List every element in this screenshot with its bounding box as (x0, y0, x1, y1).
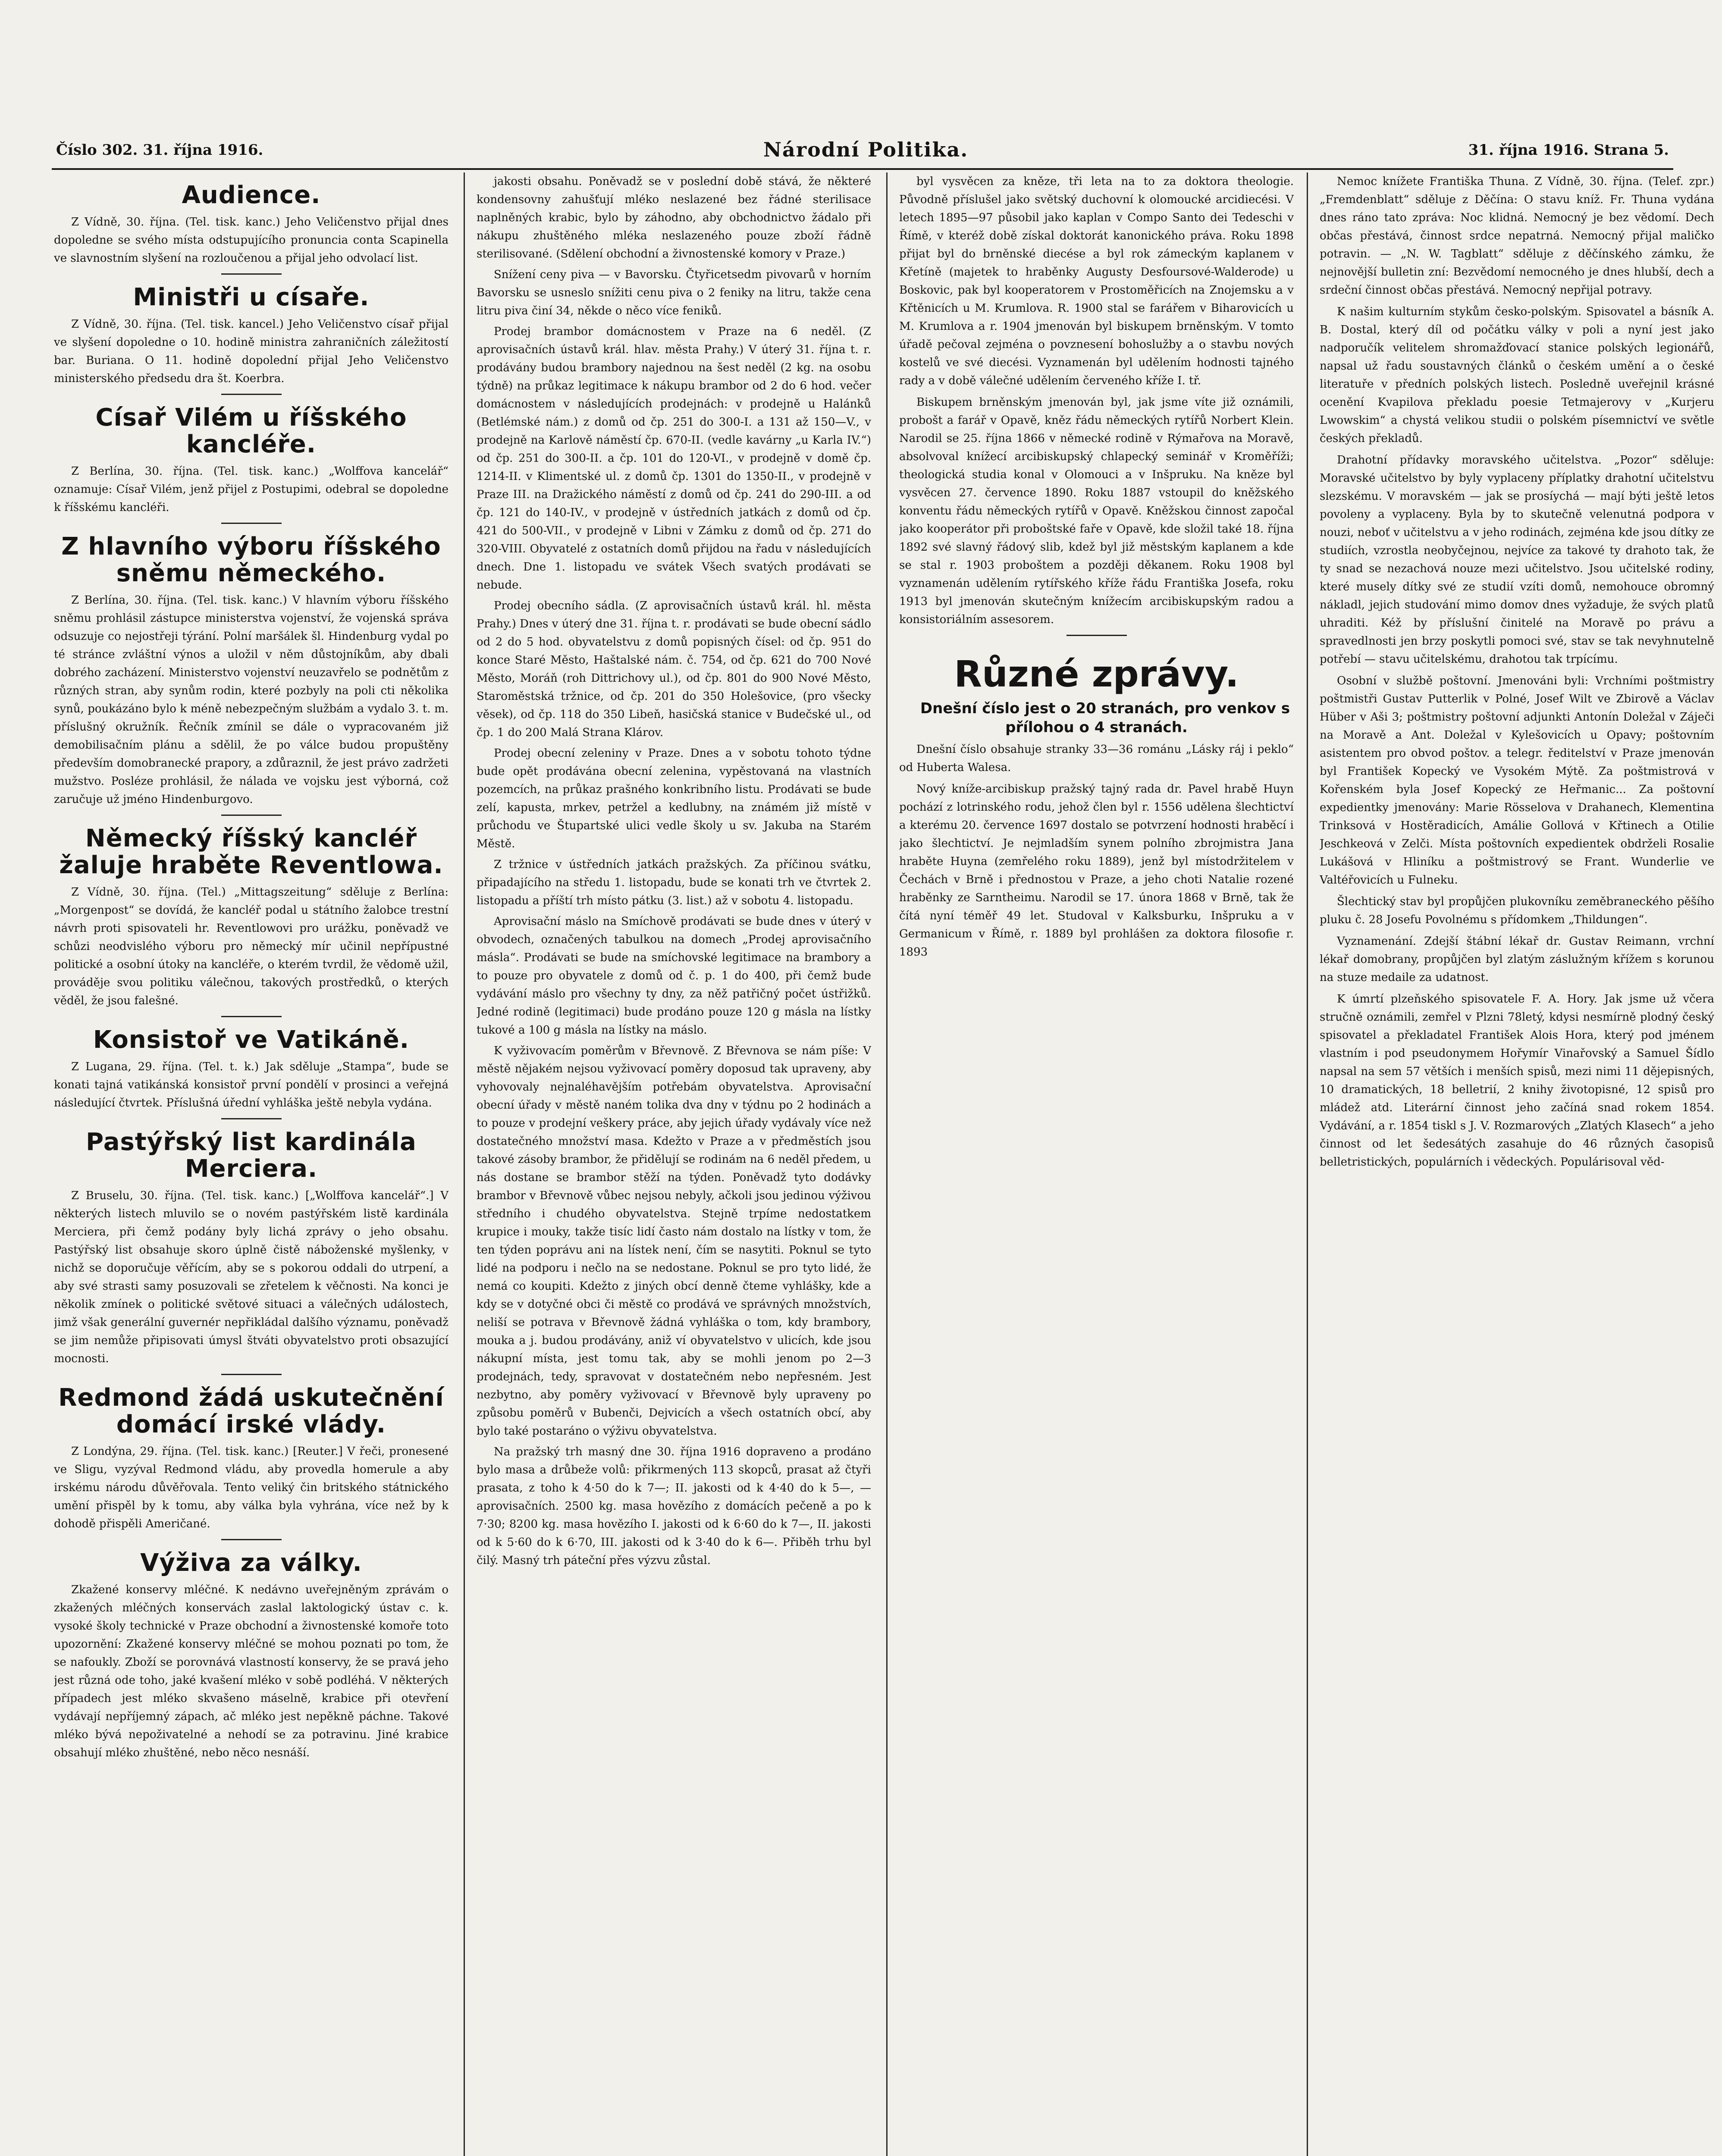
article-title: Z hlavního výboru říšského sněmu německého. (61, 533, 441, 587)
article-title: Redmond žádá uskutečnění domácí irské vlády. (58, 1384, 444, 1438)
column-4 (1320, 172, 1714, 2156)
article-text: Z Vídně, 30. října. (Tel. tisk. kancel.) Jeho Veličenstvo císař přijal ve slyšení dopoledne o 10. hodině ministra zahraničních záležitostí bar. Buriana. O 11. hodině dopolední přijal Jeho Veličenstvo ministerského předsedu dra št. Koerbra. (54, 318, 449, 385)
article-reventlow (54, 825, 449, 1010)
article-text: Z Vídně, 30. října. (Tel.) „Mittagszeitung“ sděluje z Berlína: „Morgenpost“ se dovídá, že kancléř podal u státního žalobce trestní návrh proti spisovateli hr. Reventlowovi pro urážku, poněvadž ve schůzi neodvislého výboru pro německý mír učinil nepřípustné politické a osobní útoky na kancléře, o kterém tvrdil, že vědomě užil, prováděje svou politiku válečnou, takových prostředků, o kterých věděl, že jsou falešné. (54, 886, 449, 1007)
article-text: Z Lugana, 29. října. (Tel. t. k.) Jak sděluje „Stampa“, bude se konati tajná vatikánská konsistoř první pondělí v prosinci a veřejná následující čtvrtek. Příslušná úřední vyhláška ještě nebyla vydána. (54, 1060, 449, 1109)
divider (221, 523, 282, 524)
column-rule (464, 172, 465, 2156)
article-title: Konsistoř ve Vatikáně. (93, 1026, 410, 1054)
paragraph: Prodej obecního sádla. (Z aprovisačních ústavů král. hl. města Prahy.) Dnes v úterý dne 31. října t. r. prodávati se bude obecní sádlo od 2 do 5 hod. obyvatelstvu z domů popisných čísel: od čp. 951 do konce Staré Město, Haštalské nám. č. 754, od čp. 621 do 700 Nové Město, Moráň (roh Dittrichovy ul.), od čp. 801 do 900 Nové Město, Staroměstská tržnice, od čp. 201 do 350 Holešovice, (pro všecky věsek), od čp. 118 do 350 Libeň, hasičská stanice v Budečské ul., od čp. 1 do 200 Malá Strana Klárov. (477, 599, 871, 739)
paragraph: Biskupem brněnským jmenován byl, jak jsme víte již oznámili, probošt a farář v Opavě, kněz řádu německých rytířů Norbert Klein. Narodil se 25. října 1866 v německé rodině v Rýmařova na Moravě, absolvoval knížecí arcibiskupský chlapecký seminář v Kroměříži; theologická studia konal v Olomouci a v Inšpruku. Na kněze byl vysvěcen 27. července 1890. Roku 1887 vstoupil do kněžského konventu řádu německých rytířů v Opavě. Kněžskou činnost započal jako kooperátor při proboštské faře v Opavě, kde složil také 18. října 1892 své slavný řádový slib, kdež byl již městským kaplanem a kde se stal r. 1903 proboštem a později děkanem. Roku 1908 byl vyznamenán udělením rytířského kříže řádu Františka Josefa, roku 1913 byl jmenován skutečným knížecím arcibiskupským radou a konsistoriálním assesorem. (899, 396, 1294, 626)
article-text: Z Vídně, 30. října. (Tel. tisk. kanc.) Jeho Veličenstvo přijal dnes dopoledne se svého místa odstupujícího pronuncia conta Scapinella ve slavnostním slyšení na rozloučenou a přijal jeho odvolací list. (54, 216, 449, 265)
article-title: Audience. (182, 181, 321, 209)
divider (221, 1539, 282, 1540)
divider (221, 1374, 282, 1375)
masthead-rule (52, 168, 1673, 170)
divider (221, 815, 282, 816)
paragraph: K našim kulturním stykům česko-polským. Spisovatel a básník A. B. Dostal, který díl od počátku války v poli a nyní jest jako nadporučík velitelem shromažďovací stanice polských legionářů, napsal už řadu soustavných článků o českém umění a o české literatuře v předních polských listech. Posledně uveřejnil krásné ocenění Kvapilova překladu poesie Tetmajerovy v „Kurjeru Lwowskim“ a chystá velikou studii o polském písemnictví ve světle českých překladů. (1320, 305, 1714, 445)
article-title: Ministři u císaře. (133, 283, 370, 311)
issue-number: Číslo 302. 31. října 1916. (56, 141, 263, 159)
paragraph: Vyznamenání. Zdejší štábní lékař dr. Gustav Reimann, vrchní lékař domobrany, propůjčen byl zlatým záslužným křížem s korunou na stuze medaile za udatnost. (1320, 935, 1714, 984)
lead-subnotice: Dnešní číslo obsahuje stranky 33—36 románu „Lásky ráj i peklo“ od Huberta Walesa. (899, 743, 1294, 774)
article-title: Císař Vilém u říšského kancléře. (95, 404, 407, 458)
masthead (56, 138, 1669, 164)
paragraph: K úmrtí plzeňského spisovatele F. A. Hory. Jak jsme už včera stručně oznámili, zemřel v Plzni 78letý, kdysi nesmírně plodný český spisovatel a překladatel František Alois Hora, který pod jménem vlastním i pod pseudonymem Hořymír Vinařovský a Samuel Šídlo napsal na sem 57 větších i menších spisů, mezi nimi 11 dějepisných, 10 dramatických, 18 belletrií, 2 knihy životopisné, 12 spisů pro mládež atd. Literární činnost jeho začíná snad rokem 1854. Vydávání, a r. 1854 tiskl s J. V. Rozmarových „Zlatých Klasech“ a jeho činnost od let šedesátých zasahuje do 46 různých časopisů belletristických, populárních i vědeckých. Populárisoval věd- (1320, 993, 1714, 1169)
article-mercier (54, 1129, 449, 1368)
paragraph: Šlechtický stav byl propůjčen plukovníku zeměbraneckého pěšího pluku č. 28 Josefu Povolnému s přídomkem „Thildungen“. (1320, 895, 1714, 926)
article-reichstag (54, 533, 449, 808)
page-number: 31. října 1916. Strana 5. (1468, 141, 1669, 159)
article-vatican (54, 1027, 449, 1112)
article-text: Zkažené konservy mléčné. K nedávno uveřejněným zprávám o zkažených mléčných konservách zaslal laktologický ústav c. k. vysoké školy technické v Praze obchodní a živnostenské komoře toto upozornění: Zkažené konservy mléčné se mohou poznati po tom, že se nafoukly. Zboží se porovnává vlastností konservy, že se pravá jeho jest různá ode toho, jaké kvašení mléko v sobě podléhá. V některých případech jest mléko skvašeno máselně, krabice při otevření vydávají nepříjemný zápach, ač mléko jest nepěkně páchne. Takové mléko bývá nepoživatelné a nehodí se za potravinu. Jiné krabice obsahují mléko zhuštěné, nebo něco nesnáší. (54, 1583, 449, 1759)
paragraph: Snížení ceny piva — v Bavorsku. Čtyřicetsedm pivovarů v horním Bavorsku se usneslo snížiti cenu piva o 2 feniky na litru, takže cena litru piva činí 34, někde o něco více feniků. (477, 268, 871, 317)
article-ministers (54, 284, 449, 388)
paragraph: byl vysvěcen za kněze, tři leta na to za doktora theologie. Původně příslušel jako světský duchovní k olomoucké arcidiecési. V letech 1895—97 působil jako kaplan v Compo Santo dei Tedeschi v Římě, v kteréž době získal doktorát kanonického práva. Roku 1898 přijat byl do brněnské diecése a byl rok zámeckým kaplanem v Křetíně (majetek to hraběnky Augusty Desfoursové-Walderode) u Boskovic, pak byl kooperatorem v Prostoměřicích na Znojemsku a v Křtěnicích u M. Krumlova. R. 1900 stal se farářem v Biharovicích u M. Krumlova a r. 1904 jmenován byl biskupem brněnským. V tomto úřadě pečoval zejména o povznesení bohoslužby a o stavbu nových kostelů ve své diecési. Vyznamenán byl udělením hodnosti tajného rady a v době válečné udělením červeného kříže I. tř. (899, 175, 1294, 387)
column-1 (54, 172, 449, 2156)
article-food (54, 1550, 449, 1762)
section-title: Různé zprávy. (954, 653, 1239, 695)
article-title: Výživa za války. (140, 1549, 362, 1577)
paragraph: jakosti obsahu. Poněvadž se v poslední době stává, že některé kondensovny zahušťují mléko neslazené bez řádné sterilisace naplněných krabic, bylo by záhodno, aby obchodnictvo žádalo při nákupu zhuštěného mléka neslazeného pouze zboží řádně sterilisované. (Sdělení obchodní a živnostenské komory v Praze.) (477, 175, 871, 260)
paragraph: Na pražský trh masný dne 30. října 1916 dopraveno a prodáno bylo masa a drůbeže volů: přikrmených 113 skopců, prasat až čtyři prasata, z toho k 4·50 do k 7—; II. jakosti od k 4·40 do k 5—, — aprovisačních. 2500 kg. masa hovězího z domácích pečeně a po k 7·30; 8200 kg. masa hovězího I. jakosti od k 6·60 do k 7—, II. jakosti od k 5·60 do k 6·70, III. jakosti od k 3·40 do k 6—. Přiběh trhu byl čilý. Masný trh páteční přes výzvu zůstal. (477, 1445, 871, 1567)
newspaper-title: Národní Politika. (763, 138, 969, 161)
paragraph: Drahotní přídavky moravského učitelstva. „Pozor“ sděluje: Moravské učitelstvo by byly vyplaceny příplatky drahotní učitelstvu slezskému. V moravském — jak se prosíychá — mají býti ještě letos povoleny a vyplaceny. Byla by to skutečně velenutná podpora v nouzi, neboť v učitelstvu a v jeho rodinách, zejména kde jsou dítky ze studiích, vzrostla neobyčejnou, nejvíce za takové ty drahoto tak, že ty snad se nezachová nouze mezi učitelstvo. Jsou učitelské rodiny, které musely dítky své ze studií vzíti domů, nemohouce obromný nákladl, jejich studování mimo domov dnes vyžaduje, že svých platů uhraditi. Kéž by příslušní činitelé na Moravě po právu a spravedlnosti jen brzy poskytli pomoci své, stav se tak nevyhnutelně potřebí — stavu učitelskému, drahotou tak trpícímu. (1320, 454, 1714, 666)
article-text: Z Berlína, 30. října. (Tel. tisk. kanc.) „Wolffova kancelář“ oznamuje: Císař Vilém, jenž přijel z Postupimi, odebral se dopoledne k říšskému kancléři. (54, 465, 449, 514)
article-wilhelm (54, 404, 449, 517)
paragraph: K vyživovacím poměrům v Břevnově. Z Břevnova se nám píše: V městě nějakém nejsou vyživovací poměry doposud tak upraveny, aby vyhovovaly nejnaléhavějším potřebám obyvatelstva. Aprovisační obecní úřady v městě naném tolika dva dny v týdnu po 2 hodinách a to pouze v prodejní veškery práce, aby jejich úřady vydávaly více než dostatečného množství masa. Kdežto v Praze a v předměstích jsou takové zásoby brambor, že přidělují se rodinám na 6 neděl předem, u nás dostane se brambor stěží na týden. Poněvadž tyto dodávky brambor v Břevnově vůbec nejsou nebyly, ačkoli jsou jedinou výživou středního i chudého obyvatelstva. Stejně trpíme nedostatkem krupice i mouky, takže tisíc lidí často nám dostalo na lístky v tom, že ten týden poprávu ani na lístek není, čím se nasytiti. Poknul se tyto lidé na podporu i nečlo na se nedostane. Poknul se pro tyto lidé, že nemá co koupiti. Kdežto z jiných obcí denně čteme vyhlášky, kde a kdy se v dotyčné obci či městě co prodává ve správných množstvích, neliší se potrava v Břevnově žádná vyhláška o tom, kdy brambory, mouka a j. budou prodávány, aniž ví obyvatelstvo v ulicích, kde jsou nákupní místa, jest tomu tak, aby se mohli jenom po 2—3 prodejnách, tedy, spravovat v dostatečném nebo nepřesném. Jest nezbytno, aby poměry vyživovací v Břevnově byly upraveny po způsobu poměrů v Bubenči, Dejvicích a všech ostatních obcí, aby bylo také postaráno o výživu obyvatelstva. (477, 1044, 871, 1438)
paragraph: Z tržnice v ústředních jatkách pražských. Za příčinou svátku, připadajícího na středu 1. listopadu, bude se konati trh ve čtvrtek 2. listopadu a příští trh místo pátku (3. list.) až v sobotu 4. listopadu. (477, 858, 871, 907)
article-redmond (54, 1385, 449, 1533)
article-text: Z Londýna, 29. října. (Tel. tisk. kanc.) [Reuter.] V řeči, pronesené ve Sligu, vyzýval Redmond vládu, aby provedla homerule a aby irskému národu důvěřovala. Tento veliký čin britského státnického umění přispěl by k tomu, aby válka byla vyhrána, více než by k dohodě přispěli Američané. (54, 1445, 449, 1530)
paragraph: Prodej brambor domácnostem v Praze na 6 neděl. (Z aprovisačních ústavů král. hlav. města Prahy.) V úterý 31. října t. r. prodávány budou brambory najednou na šest neděl (2 kg. na osobu týdně) na průkaz legitimace k nákupu brambor od 2 do 6 hod. večer domácnostem v následujících prodejnách: v prodejně u Halánků (Betlémské nám.) z domů od čp. 251 do 300-I. a 131 až 150—V., v prodejně na Karlově náměstí čp. 670-II. (vedle kavárny „u Karla IV.“) od čp. 251 do 300-II. a čp. 101 do 120-VI., v prodejně v domě čp. 1214-II. v Klimentské ul. z domů čp. 1301 do 1350-II., v prodejně v Praze III. na Dražického náměstí z domů od čp. 241 do 290-III. a od čp. 121 do 140-IV., v prodejně v ústředních jatkách z domů od čp. 421 do 500-VII., v prodejně v Libni v Zámku z domů od čp. 271 do 320-VIII. Obyvatelé z ostatních domů přijdou na řadu v následujících dnech. Dne 1. listopadu ve svátek Všech svatých prodávati se nebude. (477, 325, 871, 592)
column-rule (886, 172, 888, 2156)
article-title: Německý říšský kancléř žaluje hraběte Reventlowa. (59, 824, 443, 879)
column-2 (477, 172, 871, 2156)
article-audience (54, 182, 449, 267)
divider (221, 1118, 282, 1119)
article-text: Z Berlína, 30. října. (Tel. tisk. kanc.) V hlavním výboru říšského sněmu prohlásil zástupce ministerstva vojenství, že vojenská správa odsuzuje co nejostřeji týrání. Polní maršálek šl. Hindenburg vydal po té stránce zvláštní výnos a uložil v něm důstojníkům, aby dbali dobrého zacházení. Ministerstvo vojenství neuzavřelo se podnětům z různých stran, aby synům rodin, které pozbyly na poli cti několika synů, poukázáno bylo k méně nebezpečným službám a vydalo 3. t. m. příslušný okružník. Řečník zmínil se dále o vypracovaném již demobilisačním plánu a sdělil, že po válce budou propuštěny především domobranecké prapory, a zdůraznil, že jest právo zadržeti mužstvo. Posléze prohlásil, že nálada ve vojsku jest výborná, což zaručuje už jméno Hindenburgovo. (54, 594, 449, 806)
paragraph: Nemoc knížete Františka Thuna. Z Vídně, 30. října. (Telef. zpr.) „Fremdenblatt“ sděluje z Děčína: O stavu kníž. Fr. Thuna vydána dnes ráno tato zpráva: Noc klidná. Nemocný je bez vědomí. Dech občas přestává, činnost srdce nepatrná. Nemocný přijal maličko potravin. — „N. W. Tagblatt“ sděluje z děčínského zámku, že nejnovější bulletin zní: Bezvědomí nemocného je dnes hlubší, dech a srdeční činnost občas přestává. Nemocný nepřijal potravy. (1320, 175, 1714, 297)
column-rule (1307, 172, 1308, 2156)
lead-notice: Dnešní číslo jest o 20 stranách, pro venkov s přílohou o 4 stranách. (920, 700, 1290, 736)
paragraph: Nový kníže-arcibiskup pražský tajný rada dr. Pavel hrabě Huyn pochází z lotrinského rodu, jehož člen byl r. 1556 udělena šlechtictví a kterému 20. července 1697 dostalo se potvrzení hodnosti hraběcí i jako šlechtictví. Je nejmladším synem polního zbrojmistra Jana hraběte Huyna (zemřelého roku 1889), jenž byl místodržitelem v Čechách v Brně i přednostou v Praze, a jeho choti Natalie rozené hraběnky ze Sarntheimu. Narodil se 17. února 1868 v Brně, tak že čítá nyní téměř 49 let. Studoval v Kalksburku, Inšpruku a v Germanicum v Římě, r. 1889 byl prohlášen za doktora filosofie r. 1893 (899, 783, 1294, 959)
article-title: Pastýřský list kardinála Merciera. (86, 1128, 417, 1183)
paragraph: Prodej obecní zeleniny v Praze. Dnes a v sobotu tohoto týdne bude opět prodávána obecní zelenina, vypěstovaná na vlastních pozemcích, na průkaz prašného konkribního listu. Prodávati se bude zelí, kapusta, mrkev, petržel a kedlubny, na známém již místě v průchodu ve Štupartské ulici vedle školy u sv. Jakuba na Starém Městě. (477, 747, 871, 850)
paragraph: Osobní v službě poštovní. Jmenováni byli: Vrchními poštmistry poštmistři Gustav Putterlik v Polné, Josef Wilt ve Zbirově a Václav Hüber v Aši 3; poštmistry poštovní adjunkti Antonín Doležal v Záječi na Moravě a Ant. Doležal v Kylešovicích u Opavy; poštovním asistentem pro obvod poštov. a telegr. ředitelství v Praze jmenován byl František Kopecký ve Vysokém Mýtě. Za poštmistrová v Kořenském byla Josef Kopecký ze Heřmanic... Za poštovní expedientky jmenovány: Marie Rösselova v Drahanech, Klementina Trinksová v Hostěradicích, Amálie Gollová v Křtinech a Otilie Jeschkeová v Zelči. Místa poštovních expedientek obdrželi Rosalie Lukášová v Hliníku a poštmistrový se Frant. Wunderlie ve Valtéřovicích u Fulneku. (1320, 674, 1714, 887)
divider (221, 1016, 282, 1017)
paragraph: Aprovisační máslo na Smíchově prodávati se bude dnes v úterý v obvodech, označených tabulkou na domech „Prodej aprovisačního másla“. Prodávati se bude na smíchovské legitimace na brambory a to pouze pro obyvatele z domů od č. p. 1 do 400, při čemž bude vydávání máslo pro všechny ty dny, za něž patřičný počet ústřižků. Jedné rodině (legitimaci) bude prodáno pouze 120 g másla na lístky tukové a 100 g másla na lístky na máslo. (477, 915, 871, 1037)
divider (1066, 635, 1127, 636)
divider (221, 394, 282, 395)
divider (221, 273, 282, 275)
column-3 (899, 172, 1294, 2156)
article-text: Z Bruselu, 30. října. (Tel. tisk. kanc.) [„Wolffova kancelář“.] V některých listech mluvilo se o novém pastýřském listě kardinála Merciera, při čemž podány byly lichá zprávy o jeho obsahu. Pastýřský list obsahuje skoro úplně čistě náboženské myšlenky, v nichž se doporučuje věřícím, aby se s pokorou oddali do utrpení, a aby své strasti samy posuzovali se zřetelem k věčnosti. Na konci je několik zmínek o politické světové situaci a válečných událostech, jimž však generální guvernér nepřikládal dalšího významu, poněvadž se jim nemůže připisovati úmysl štváti obyvatelstvo proti obsazující mocnosti. (54, 1189, 449, 1365)
